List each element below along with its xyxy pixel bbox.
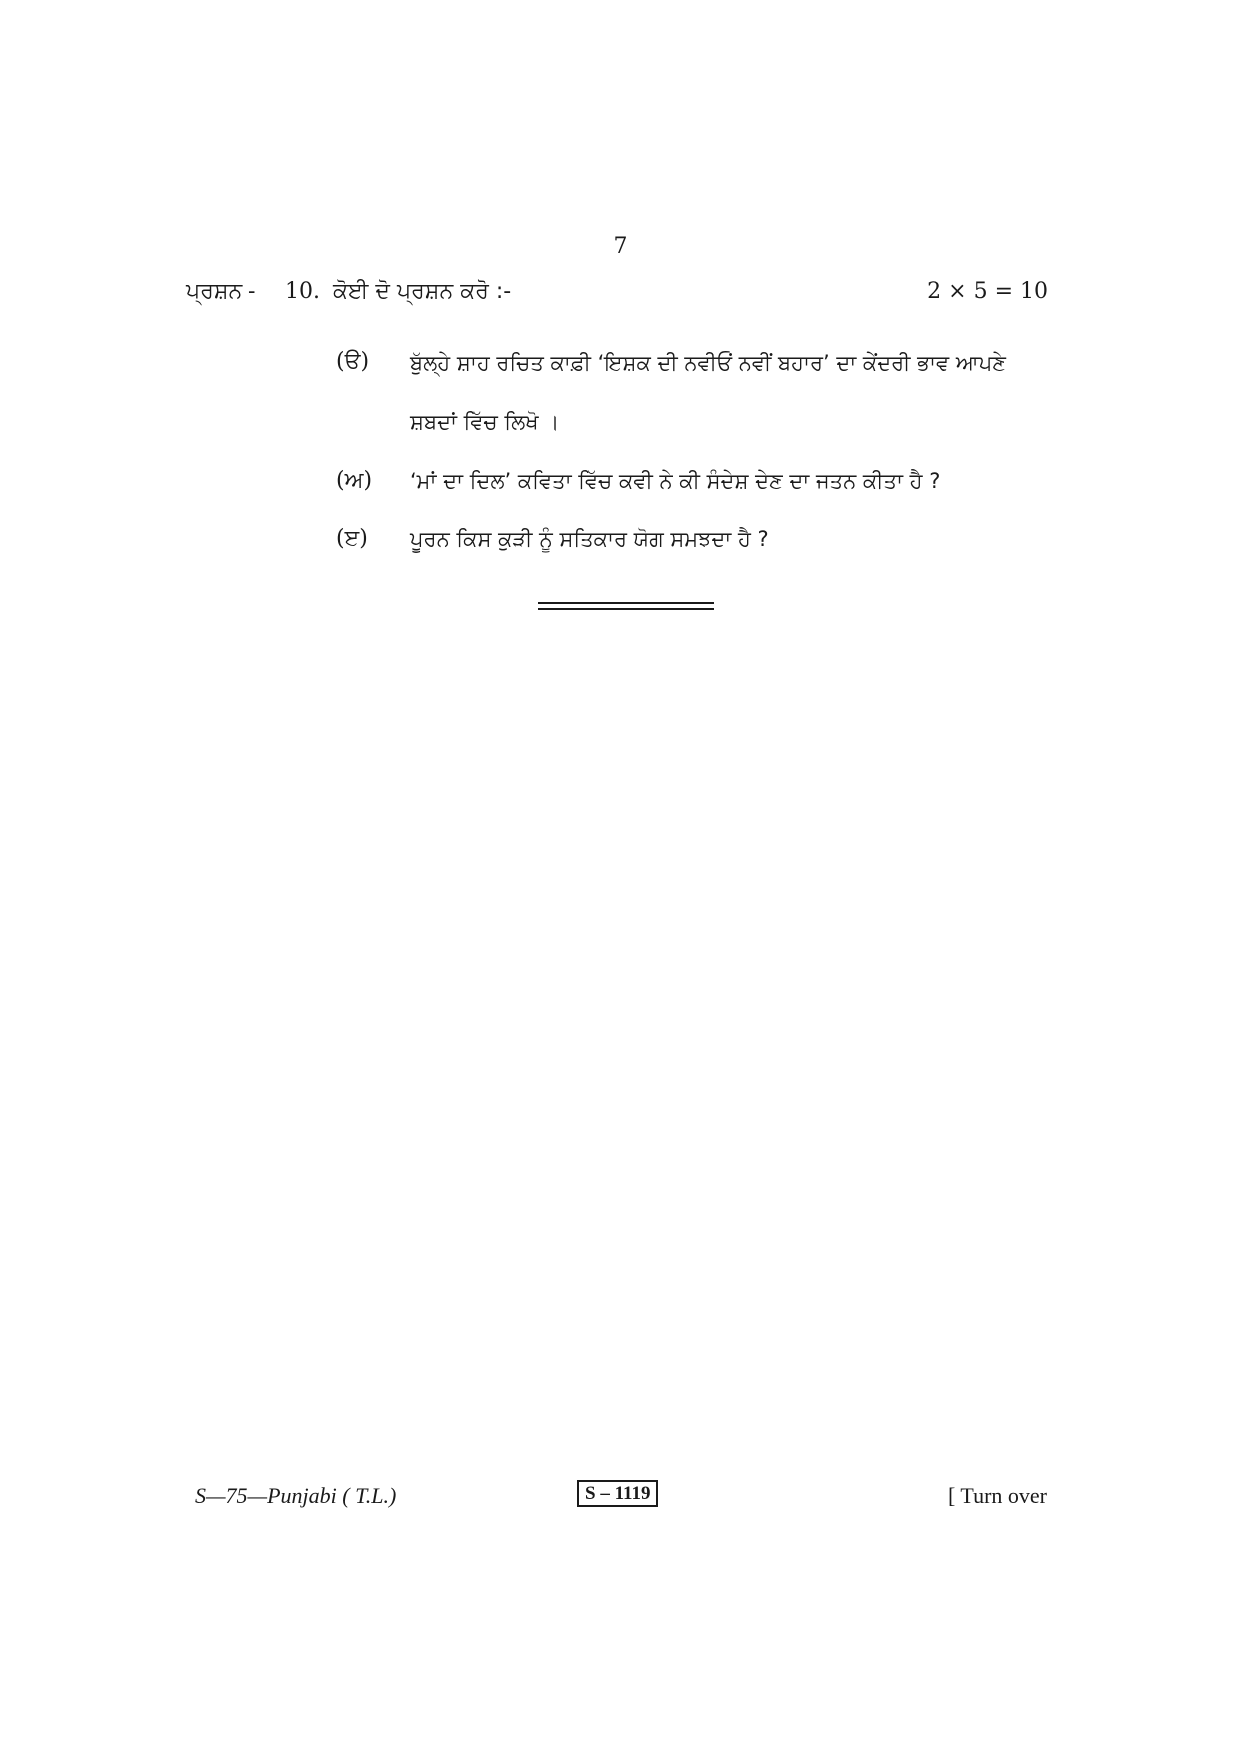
question-label: ਪ੍ਰਸ਼ਨ (186, 279, 243, 304)
subquestion-marker: (ਅ) (336, 468, 373, 493)
subquestion-text: ‘ਮਾਂ ਦਾ ਦਿਲ’ ਕਵਿਤਾ ਵਿੱਚ ਕਵੀ ਨੇ ਕੀ ਸੰਦੇਸ਼ ਦੇਣ ਦਾ ਜਤਨ ਕੀਤਾ ਹੈ ? (410, 469, 941, 493)
subquestion-text: ਬੁੱਲ੍ਹੇ ਸ਼ਾਹ ਰਚਿਤ ਕਾਫ਼ੀ ‘ਇਸ਼ਕ ਦੀ ਨਵੀਓਂ ਨਵੀਂ ਬਹਾਰ’ ਦਾ ਕੇਂਦਰੀ ਭਾਵ ਆਪਣੇ (410, 351, 1006, 375)
question-number: 10. (285, 279, 320, 304)
subquestion-text-continued: ਸ਼ਬਦਾਂ ਵਿੱਚ ਲਿਖੋ । (410, 410, 560, 434)
subquestion-text: ਪੂਰਨ ਕਿਸ ਕੁੜੀ ਨੂੰ ਸਤਿਕਾਰ ਯੋਗ ਸਮਝਦਾ ਹੈ ? (410, 527, 769, 551)
footer-paper-code: S—75—Punjabi ( T.L.) (195, 1483, 397, 1508)
page-number: 7 (613, 234, 628, 259)
subquestion-marker: (ੳ) (336, 349, 370, 374)
question-dash: - (248, 279, 256, 304)
end-double-rule (538, 602, 714, 610)
footer-series-box: S – 1119 (577, 1480, 658, 1507)
footer-turn-over: [ Turn over (947, 1483, 1047, 1508)
question-instruction: ਕੋਈ ਦੋ ਪ੍ਰਸ਼ਨ ਕਰੋ :- (333, 279, 512, 304)
subquestion-marker: (ੲ) (336, 526, 368, 551)
question-marks: 2 × 5 = 10 (927, 279, 1048, 304)
